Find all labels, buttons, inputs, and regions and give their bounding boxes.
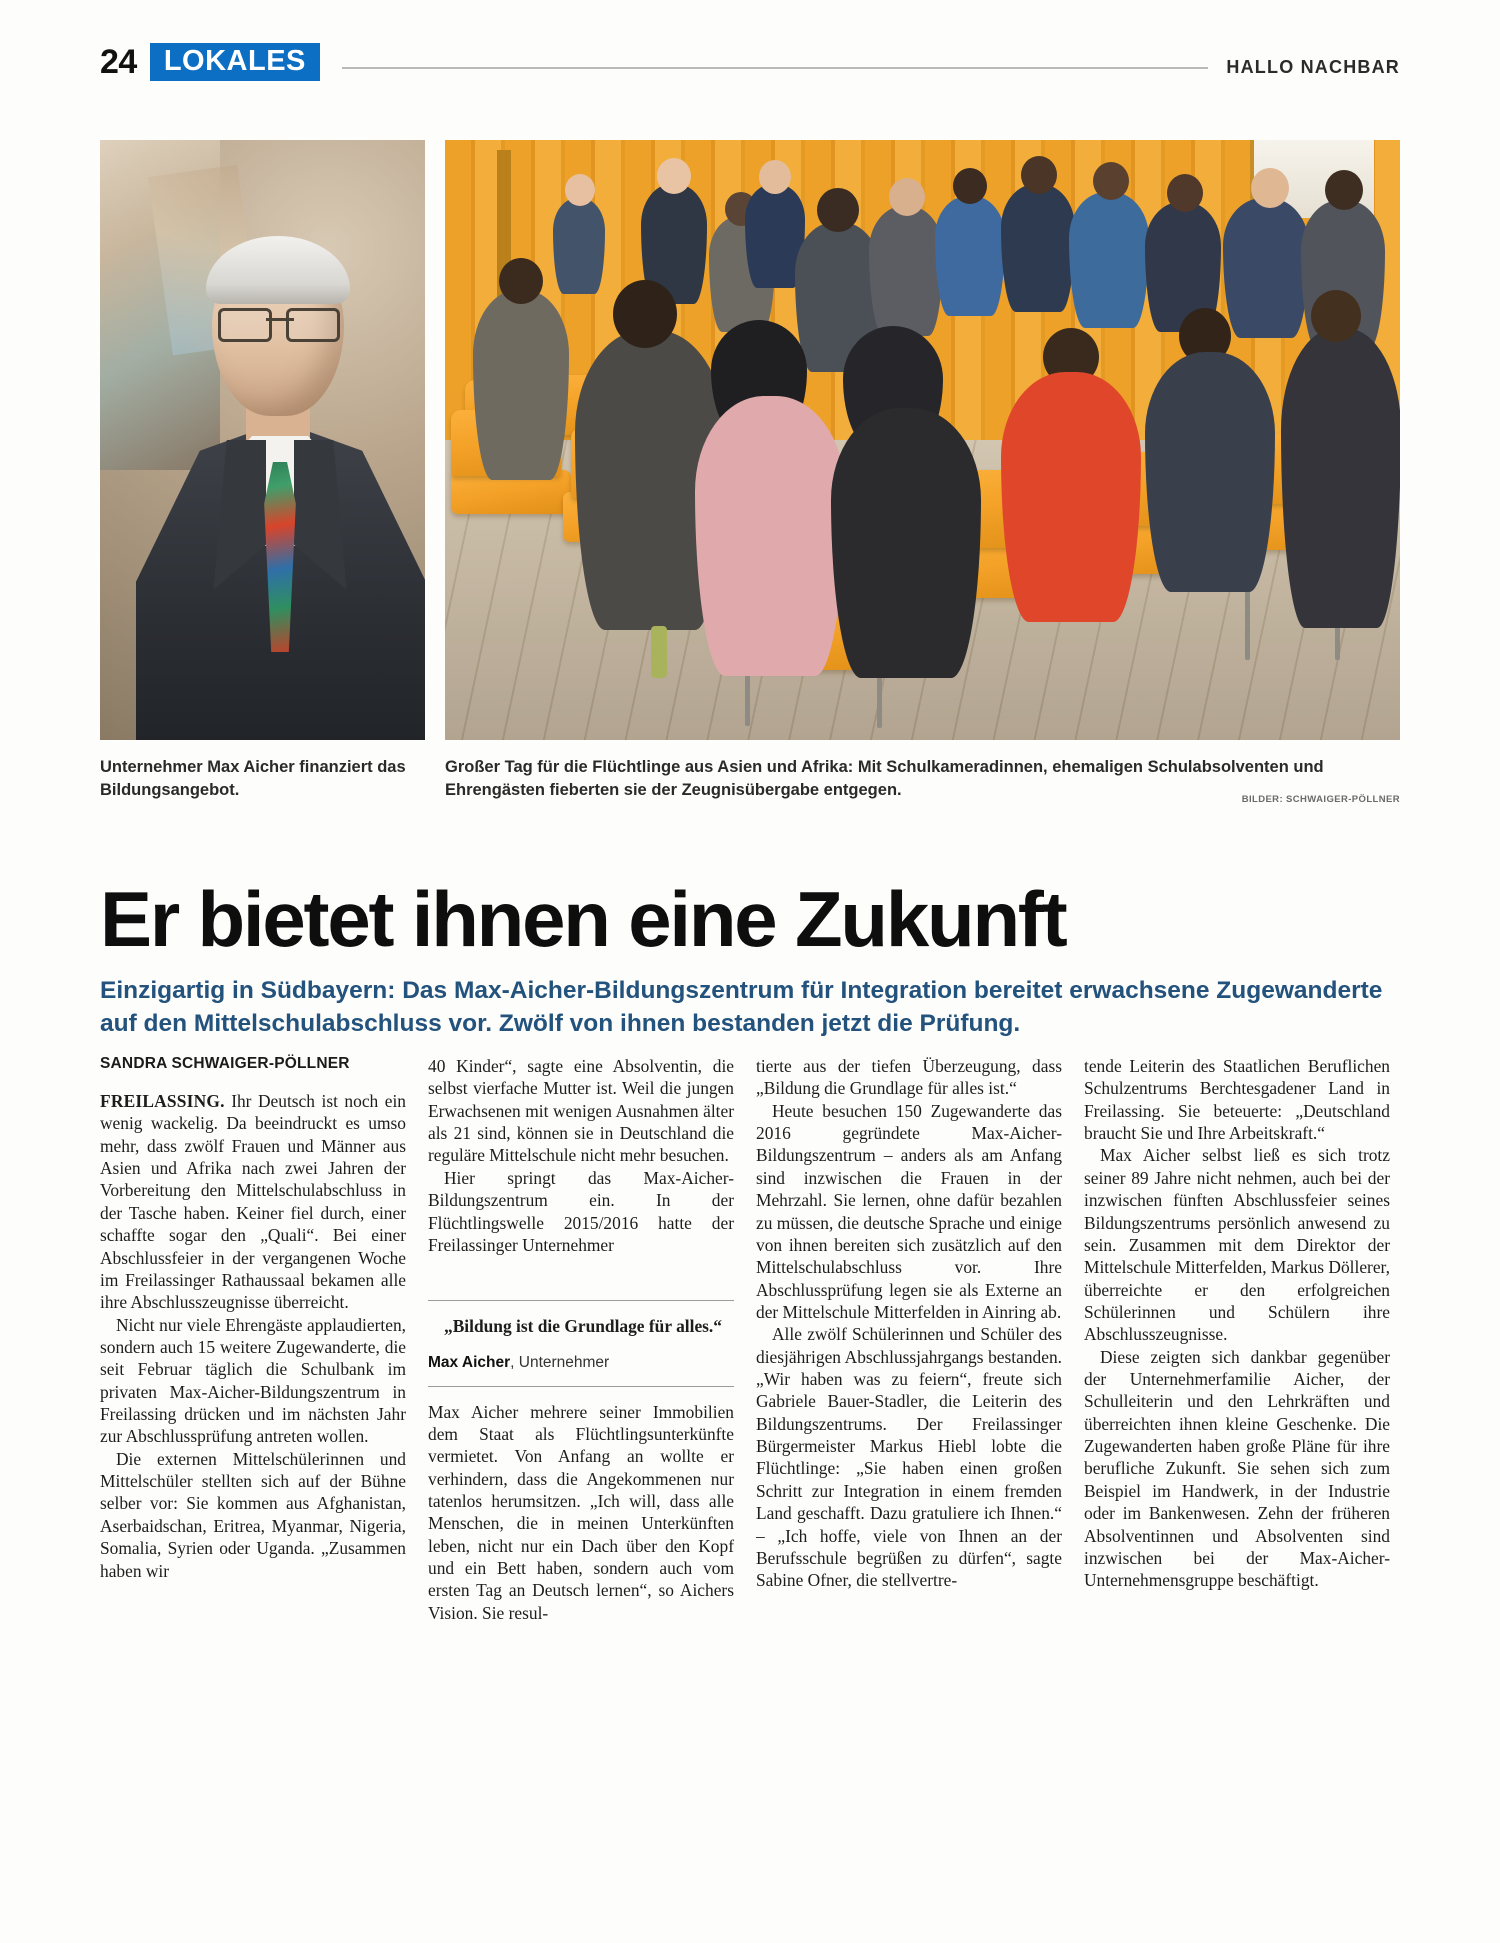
paragraph: Heute besuchen 150 Zugewanderte das 2016 gegründete Max-Aicher-Bildungszentrum – anders als am Anfang sind inzwischen die Frauen in der Mehrzahl. Sie lernen, ohne dafür bezahlen zu müssen, die deutsche Sprache und einige von ihnen bereiten sich zusätzlich auf den Mittelschulabschluss vor. Ihre Abschlussprüfung legen sie als Externe an der Mittelschule Mitterfelden in Ainring ab. [756, 1100, 1062, 1322]
audience-person [473, 290, 569, 480]
caption-wide-photo-wrap [445, 756, 1400, 806]
caption-row [100, 756, 1400, 806]
paragraph: Diese zeigten sich dankbar gegenüber der Unternehmerfamilie Aicher, der Schulleiterin und den Lehrkräften und überreichten ihnen kleine Geschenke. Die Zugewanderten haben große Pläne für ihre berufliche Zukunft. Sie sehen sich zum Beispiel im Handwerk, in der Industrie oder im Bankenwesen. Zehn der früheren Absolventinnen und Absolventen sind inzwischen bei der Max-Aicher-Unternehmensgruppe beschäftigt. [1084, 1346, 1390, 1591]
paragraph [100, 1090, 406, 1314]
folio-page-number: 24 [100, 42, 137, 81]
paragraph: Alle zwölf Schülerinnen und Schüler des diesjährigen Abschlussjahrgangs bestanden. „Wir haben was zu feiern“, freute sich Gabriele Bauer-Stadler, die Leiterin des Bildungszentrums. Der Freilassinger Bürgermeister Markus Hiebl lobte die Flüchtlinge: „Sie haben einen großen Schritt zur Integration in einem fremden Land geschafft. Dazu gratuliere ich Ihnen.“ – „Ich hoffe, viele von Ihnen an der Berufsschule begrüßen zu dürfen“, sagte Sabine Ofner, die stellvertre- [756, 1324, 1062, 1591]
paragraph-text: Ihr Deutsch ist noch ein wenig wackelig. Da beeindruckt es umso mehr, dass zwölf Frauen und Männer aus Asien und Afrika nach zwei Jahren der Vorbereitung den Mittelschulabschluss in der Tasche haben. Keiner fiel durch, einer schaffte sogar den „Quali“. Bei einer Abschlussfeier in der vergangenen Woche im Freilassinger Rathaussaal bekamen alle ihre Abschlusszeugnisse überreicht. [100, 1091, 406, 1313]
paragraph: Max Aicher mehrere seiner Immobilien dem Staat als Flüchtlingsunterkünfte vermietet. Von Anfang an wollte er verhindern, dass die Angekommenen nur tatenlos herumsitzen. „Ich will, dass alle Menschen, die in meinen Unterkünften leben, nicht nur ein Dach über den Kopf und ein Bett haben, sondern auch vom ersten Tag an Deutsch lernen“, so Aichers Vision. Sie resul- [428, 1401, 734, 1623]
audience-person [869, 206, 943, 336]
audience-person [831, 408, 981, 678]
audience-head [1167, 174, 1203, 212]
audience-head [657, 158, 691, 194]
pull-quote-block [428, 1276, 734, 1386]
portrait-eyeglasses-bridge [266, 318, 294, 321]
dateline: FREILASSING. [100, 1091, 225, 1111]
article-headline: Er bietet ihnen eine Zukunft [100, 875, 1066, 964]
section-flag-lokales: LOKALES [150, 43, 320, 81]
article-column-1 [100, 1055, 406, 1925]
photo-portrait-max-aicher [100, 140, 425, 740]
caption-wide-text: Großer Tag für die Flüchtlinge aus Asien und Afrika: Mit Schulkameradinnen, ehemaligen Schulabsolventen und Ehrengästen fieberten sie der Zeugnisübergabe entgegen. [445, 758, 1324, 800]
pull-quote-rule-top [428, 1300, 734, 1301]
page-masthead [100, 40, 1400, 84]
paragraph: Nicht nur viele Ehrengäste applaudierten, sondern auch 15 weitere Zugewanderte, die seit Februar täglich die Schulbank im privaten Max-Aicher-Bildungszentrum in Freilassing drücken und im nächsten Jahr zur Abschlussprüfung antreten wollen. [100, 1314, 406, 1447]
audience-head [613, 280, 677, 348]
paragraph: Hier springt das Max-Aicher-Bildungszentrum ein. In der Flüchtlingswelle 2015/2016 hatte der Freilassinger Unternehmer [428, 1167, 734, 1255]
audience-head [1251, 168, 1289, 208]
pull-quote-attribution [428, 1354, 734, 1372]
audience-person [1145, 352, 1275, 592]
pull-quote-attrib-role: Unternehmer [518, 1353, 610, 1371]
audience-head [1325, 170, 1363, 210]
photo-audience-hall [445, 140, 1400, 740]
audience-head [953, 168, 987, 204]
paragraph: 40 Kinder“, sagte eine Absolventin, die selbst vierfache Mutter ist. Weil die jungen Erwachsenen mit wenigen Ausnahmen älter als 21 sind, können sie in Deutschland die reguläre Mittelschule nicht mehr besuchen. [428, 1056, 734, 1166]
photo-row [100, 140, 1400, 740]
audience-person [553, 198, 605, 294]
article-column-3 [756, 1055, 1062, 1925]
paragraph: tende Leiterin des Staatlichen Beruflichen Schulzentrums Berchtesgadener Land in Freilassing. Sie beteuerte: „Deutschland braucht Sie und Ihre Arbeitskraft.“ [1084, 1056, 1390, 1144]
audience-head [1093, 162, 1129, 200]
audience-head [759, 160, 791, 194]
audience-person [1223, 198, 1309, 338]
paragraph: Die externen Mittelschülerinnen und Mittelschüler stellten sich auf der Bühne selber vor: Sie kommen aus Afghanistan, Aserbaidschan, Eritrea, Myanmar, Nigeria, Somalia, Syrien oder Uganda. „Zusammen haben wir [100, 1448, 406, 1581]
audience-person [1281, 328, 1400, 628]
audience-person [1001, 372, 1141, 622]
audience-head [1021, 156, 1057, 194]
audience-head [817, 188, 859, 232]
pull-quote-attrib-sep: , [510, 1353, 519, 1371]
publication-brand: HALLO NACHBAR [1226, 56, 1400, 77]
article-column-2 [428, 1055, 734, 1925]
photo-credit: BILDER: SCHWAIGER-PÖLLNER [1241, 794, 1400, 806]
audience-person [1069, 192, 1149, 328]
pull-quote-text: „Bildung ist die Grundlage für alles.“ [444, 1316, 722, 1337]
article-body-columns [100, 1055, 1400, 1925]
paragraph: Max Aicher selbst ließ es sich trotz seiner 89 Jahre nicht nehmen, auch bei der inzwischen fünften Abschlussfeier seines Bildungszentrums persönlich anwesend zu sein. Zusammen mit dem Direktor der Mittelschule Mitterfelden, Markus Döllerer, überreichte er den erfolgreichen Schülerinnen und Schülern ihre Abschlusszeugnisse. [1084, 1145, 1390, 1345]
audience-head [1311, 290, 1361, 342]
masthead-divider-rule [342, 67, 1209, 69]
water-bottle [651, 626, 667, 678]
article-subhead: Einzigartig in Südbayern: Das Max-Aicher-Bildungszentrum für Integration bereitet erwachsene Zugewanderte auf den Mittelschulabschluss vor. Zwölf von ihnen bestanden jetzt die Prüfung. [100, 977, 1383, 1037]
article-column-4 [1084, 1055, 1390, 1925]
article-byline: SANDRA SCHWAIGER-PÖLLNER [100, 1055, 350, 1072]
audience-person [935, 196, 1005, 316]
audience-person [1001, 184, 1075, 312]
audience-head [565, 174, 595, 206]
portrait-eyeglasses [218, 308, 340, 338]
audience-person [695, 396, 845, 676]
pull-quote-attrib-name: Max Aicher [428, 1353, 511, 1371]
audience-head [889, 178, 925, 216]
audience-head [499, 258, 543, 304]
caption-portrait: Unternehmer Max Aicher finanziert das Bildungsangebot. [100, 758, 406, 800]
pull-quote-rule-bottom [428, 1386, 734, 1387]
paragraph: tierte aus der tiefen Überzeugung, dass „Bildung die Grundlage für alles ist.“ [756, 1056, 1062, 1099]
